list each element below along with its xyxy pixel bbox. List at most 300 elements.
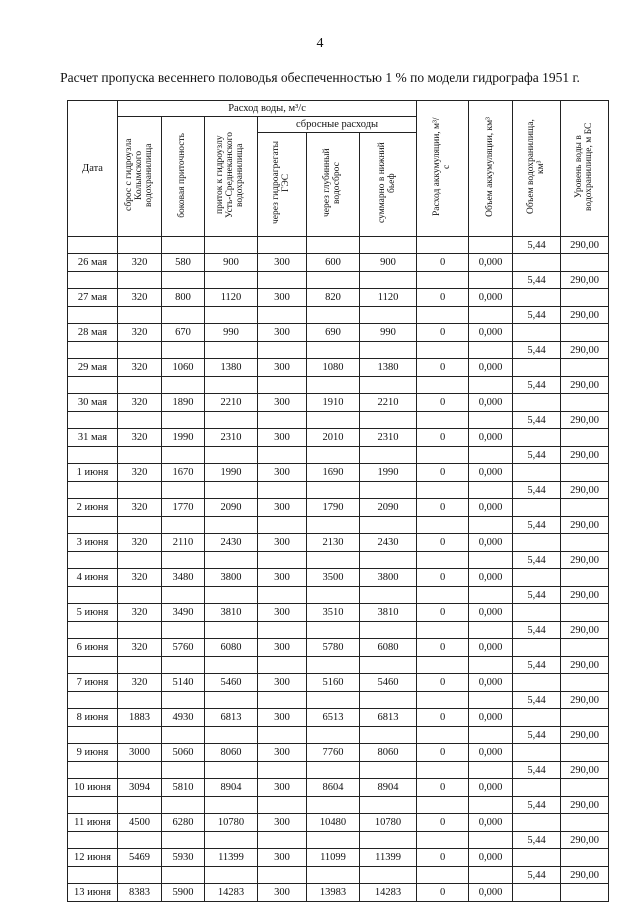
lateral-inflow-cell: 1060 xyxy=(162,359,205,377)
spillway-cell: 3500 xyxy=(307,569,360,587)
header-deep-spillway: через глубинный водосброс xyxy=(322,148,342,218)
lateral-inflow-cell: 5060 xyxy=(162,744,205,762)
reservoir-state-row xyxy=(68,377,609,394)
empty-cell xyxy=(68,832,118,849)
empty-cell xyxy=(307,377,360,394)
empty-cell xyxy=(417,867,469,884)
empty-cell xyxy=(513,464,561,482)
lateral-inflow-cell: 3490 xyxy=(162,604,205,622)
empty-cell xyxy=(561,744,609,762)
total-cell: 3800 xyxy=(360,569,417,587)
total-cell: 8060 xyxy=(360,744,417,762)
total-cell: 6080 xyxy=(360,639,417,657)
empty-cell xyxy=(417,412,469,429)
hpp-cell: 300 xyxy=(258,359,307,377)
accumulation-volume-cell: 0,000 xyxy=(469,569,513,587)
table-row xyxy=(68,289,609,307)
accumulation-flow-cell: 0 xyxy=(417,639,469,657)
empty-cell xyxy=(307,867,360,884)
empty-cell xyxy=(513,674,561,692)
empty-cell xyxy=(469,272,513,289)
empty-cell xyxy=(561,639,609,657)
empty-cell xyxy=(162,797,205,814)
empty-cell xyxy=(258,727,307,744)
empty-cell xyxy=(513,849,561,867)
empty-cell xyxy=(561,289,609,307)
empty-cell xyxy=(205,517,258,534)
empty-cell xyxy=(360,307,417,324)
kolyma-release-cell: 320 xyxy=(118,254,162,272)
accumulation-flow-cell: 0 xyxy=(417,569,469,587)
empty-cell xyxy=(205,692,258,709)
reservoir-state-row xyxy=(68,692,609,709)
empty-cell xyxy=(307,727,360,744)
accumulation-volume-cell: 0,000 xyxy=(469,324,513,342)
accumulation-volume-cell: 0,000 xyxy=(469,394,513,412)
kolyma-release-cell: 8383 xyxy=(118,884,162,902)
empty-cell xyxy=(258,517,307,534)
hpp-cell: 300 xyxy=(258,499,307,517)
water-level-cell: 290,00 xyxy=(561,692,609,709)
date-cell: 5 июня xyxy=(68,604,118,622)
accumulation-flow-cell: 0 xyxy=(417,604,469,622)
kolyma-release-cell: 320 xyxy=(118,499,162,517)
empty-cell xyxy=(205,482,258,499)
hpp-cell: 300 xyxy=(258,744,307,762)
empty-cell xyxy=(162,237,205,254)
water-level-cell: 290,00 xyxy=(561,412,609,429)
reservoir-volume-cell: 5,44 xyxy=(513,237,561,254)
reservoir-volume-cell: 5,44 xyxy=(513,342,561,359)
date-cell: 1 июня xyxy=(68,464,118,482)
empty-cell xyxy=(307,307,360,324)
empty-cell xyxy=(258,867,307,884)
empty-cell xyxy=(561,604,609,622)
kolyma-release-cell: 320 xyxy=(118,639,162,657)
table-row xyxy=(68,499,609,517)
reservoir-volume-cell: 5,44 xyxy=(513,552,561,569)
empty-cell xyxy=(360,447,417,464)
hpp-cell: 300 xyxy=(258,884,307,902)
empty-cell xyxy=(307,692,360,709)
kolyma-release-cell: 320 xyxy=(118,394,162,412)
hpp-cell: 300 xyxy=(258,324,307,342)
accumulation-flow-cell: 0 xyxy=(417,359,469,377)
empty-cell xyxy=(469,867,513,884)
empty-cell xyxy=(68,657,118,674)
spillway-cell: 11099 xyxy=(307,849,360,867)
total-cell: 1990 xyxy=(360,464,417,482)
empty-cell xyxy=(205,797,258,814)
lateral-inflow-cell: 3480 xyxy=(162,569,205,587)
empty-cell xyxy=(205,377,258,394)
reservoir-state-row xyxy=(68,517,609,534)
reservoir-state-row xyxy=(68,797,609,814)
empty-cell xyxy=(68,622,118,639)
inflow-cell: 3800 xyxy=(205,569,258,587)
empty-cell xyxy=(162,587,205,604)
table-body xyxy=(68,237,609,902)
empty-cell xyxy=(561,569,609,587)
empty-cell xyxy=(118,622,162,639)
date-cell: 3 июня xyxy=(68,534,118,552)
spillway-cell: 3510 xyxy=(307,604,360,622)
empty-cell xyxy=(205,727,258,744)
empty-cell xyxy=(68,517,118,534)
kolyma-release-cell: 3094 xyxy=(118,779,162,797)
spillway-cell: 5160 xyxy=(307,674,360,692)
table-header xyxy=(68,101,609,237)
spillway-cell: 2010 xyxy=(307,429,360,447)
table-row xyxy=(68,814,609,832)
empty-cell xyxy=(360,482,417,499)
empty-cell xyxy=(561,884,609,902)
empty-cell xyxy=(258,447,307,464)
accumulation-volume-cell: 0,000 xyxy=(469,849,513,867)
empty-cell xyxy=(360,762,417,779)
reservoir-state-row xyxy=(68,622,609,639)
hpp-cell: 300 xyxy=(258,534,307,552)
empty-cell xyxy=(561,534,609,552)
kolyma-release-cell: 1883 xyxy=(118,709,162,727)
table-row xyxy=(68,744,609,762)
accumulation-flow-cell: 0 xyxy=(417,499,469,517)
lateral-inflow-cell: 6280 xyxy=(162,814,205,832)
spillway-cell: 1690 xyxy=(307,464,360,482)
empty-cell xyxy=(307,832,360,849)
empty-cell xyxy=(513,429,561,447)
empty-cell xyxy=(118,517,162,534)
accumulation-volume-cell: 0,000 xyxy=(469,639,513,657)
inflow-cell: 8060 xyxy=(205,744,258,762)
lateral-inflow-cell: 5140 xyxy=(162,674,205,692)
empty-cell xyxy=(417,307,469,324)
empty-cell xyxy=(417,692,469,709)
spillway-cell: 8604 xyxy=(307,779,360,797)
inflow-cell: 14283 xyxy=(205,884,258,902)
spillway-cell: 1080 xyxy=(307,359,360,377)
empty-cell xyxy=(118,587,162,604)
inflow-cell: 990 xyxy=(205,324,258,342)
empty-cell xyxy=(162,377,205,394)
empty-cell xyxy=(360,797,417,814)
accumulation-volume-cell: 0,000 xyxy=(469,534,513,552)
table-row xyxy=(68,604,609,622)
kolyma-release-cell: 4500 xyxy=(118,814,162,832)
empty-cell xyxy=(118,237,162,254)
kolyma-release-cell: 320 xyxy=(118,604,162,622)
empty-cell xyxy=(360,867,417,884)
table-row xyxy=(68,394,609,412)
empty-cell xyxy=(258,342,307,359)
empty-cell xyxy=(513,499,561,517)
hpp-cell: 300 xyxy=(258,849,307,867)
accumulation-flow-cell: 0 xyxy=(417,744,469,762)
empty-cell xyxy=(307,762,360,779)
header-flow-group: Расход воды, м³/с xyxy=(118,101,417,117)
empty-cell xyxy=(307,342,360,359)
empty-cell xyxy=(561,324,609,342)
accumulation-volume-cell: 0,000 xyxy=(469,604,513,622)
empty-cell xyxy=(307,237,360,254)
accumulation-volume-cell: 0,000 xyxy=(469,429,513,447)
empty-cell xyxy=(162,482,205,499)
reservoir-volume-cell: 5,44 xyxy=(513,762,561,779)
inflow-cell: 6080 xyxy=(205,639,258,657)
water-level-cell: 290,00 xyxy=(561,832,609,849)
accumulation-volume-cell: 0,000 xyxy=(469,464,513,482)
empty-cell xyxy=(513,324,561,342)
accumulation-volume-cell: 0,000 xyxy=(469,499,513,517)
empty-cell xyxy=(205,622,258,639)
empty-cell xyxy=(417,622,469,639)
empty-cell xyxy=(258,622,307,639)
empty-cell xyxy=(68,692,118,709)
lateral-inflow-cell: 1670 xyxy=(162,464,205,482)
empty-cell xyxy=(469,517,513,534)
hpp-cell: 300 xyxy=(258,709,307,727)
empty-cell xyxy=(360,412,417,429)
empty-cell xyxy=(258,377,307,394)
empty-cell xyxy=(513,814,561,832)
empty-cell xyxy=(307,482,360,499)
date-cell: 4 июня xyxy=(68,569,118,587)
empty-cell xyxy=(469,307,513,324)
empty-cell xyxy=(469,377,513,394)
kolyma-release-cell: 320 xyxy=(118,674,162,692)
empty-cell xyxy=(307,622,360,639)
date-cell: 31 мая xyxy=(68,429,118,447)
empty-cell xyxy=(118,552,162,569)
reservoir-state-row xyxy=(68,272,609,289)
empty-cell xyxy=(205,657,258,674)
empty-cell xyxy=(118,342,162,359)
header-accumulation-volume: Объем аккумуляции, км³ xyxy=(484,117,495,217)
empty-cell xyxy=(513,709,561,727)
empty-cell xyxy=(162,762,205,779)
header-reservoir-volume: Объем водохранилища, км³ xyxy=(525,119,546,215)
reservoir-state-row xyxy=(68,832,609,849)
lateral-inflow-cell: 5760 xyxy=(162,639,205,657)
empty-cell xyxy=(469,622,513,639)
accumulation-flow-cell: 0 xyxy=(417,674,469,692)
total-cell: 14283 xyxy=(360,884,417,902)
reservoir-volume-cell: 5,44 xyxy=(513,692,561,709)
spillway-cell: 2130 xyxy=(307,534,360,552)
date-cell: 6 июня xyxy=(68,639,118,657)
empty-cell xyxy=(118,797,162,814)
empty-cell xyxy=(469,447,513,464)
empty-cell xyxy=(561,359,609,377)
header-discharge-group: сбросные расходы xyxy=(258,117,417,133)
empty-cell xyxy=(469,587,513,604)
reservoir-volume-cell: 5,44 xyxy=(513,272,561,289)
empty-cell xyxy=(561,464,609,482)
empty-cell xyxy=(118,832,162,849)
empty-cell xyxy=(258,482,307,499)
empty-cell xyxy=(258,552,307,569)
empty-cell xyxy=(162,272,205,289)
reservoir-volume-cell: 5,44 xyxy=(513,867,561,884)
water-level-cell: 290,00 xyxy=(561,237,609,254)
inflow-cell: 1380 xyxy=(205,359,258,377)
kolyma-release-cell: 320 xyxy=(118,429,162,447)
total-cell: 1380 xyxy=(360,359,417,377)
accumulation-flow-cell: 0 xyxy=(417,429,469,447)
accumulation-volume-cell: 0,000 xyxy=(469,359,513,377)
empty-cell xyxy=(68,482,118,499)
empty-cell xyxy=(417,237,469,254)
hpp-cell: 300 xyxy=(258,464,307,482)
empty-cell xyxy=(561,394,609,412)
reservoir-volume-cell: 5,44 xyxy=(513,727,561,744)
empty-cell xyxy=(360,692,417,709)
water-level-cell: 290,00 xyxy=(561,377,609,394)
reservoir-volume-cell: 5,44 xyxy=(513,517,561,534)
spillway-cell: 7760 xyxy=(307,744,360,762)
reservoir-state-row xyxy=(68,762,609,779)
spillway-cell: 5780 xyxy=(307,639,360,657)
empty-cell xyxy=(417,517,469,534)
empty-cell xyxy=(68,307,118,324)
empty-cell xyxy=(307,517,360,534)
hpp-cell: 300 xyxy=(258,674,307,692)
date-cell: 28 мая xyxy=(68,324,118,342)
empty-cell xyxy=(118,657,162,674)
hpp-cell: 300 xyxy=(258,254,307,272)
total-cell: 3810 xyxy=(360,604,417,622)
water-level-cell: 290,00 xyxy=(561,797,609,814)
lateral-inflow-cell: 4930 xyxy=(162,709,205,727)
date-cell: 30 мая xyxy=(68,394,118,412)
empty-cell xyxy=(162,832,205,849)
empty-cell xyxy=(118,272,162,289)
reservoir-state-row xyxy=(68,587,609,604)
inflow-cell: 2090 xyxy=(205,499,258,517)
total-cell: 6813 xyxy=(360,709,417,727)
total-cell: 990 xyxy=(360,324,417,342)
page-number: 4 xyxy=(316,36,324,51)
header-lateral-inflow: боковая приточность xyxy=(177,132,188,218)
empty-cell xyxy=(513,359,561,377)
accumulation-flow-cell: 0 xyxy=(417,814,469,832)
reservoir-volume-cell: 5,44 xyxy=(513,622,561,639)
total-cell: 11399 xyxy=(360,849,417,867)
inflow-cell: 11399 xyxy=(205,849,258,867)
reservoir-volume-cell: 5,44 xyxy=(513,377,561,394)
date-cell: 9 июня xyxy=(68,744,118,762)
empty-cell xyxy=(417,377,469,394)
empty-cell xyxy=(561,849,609,867)
inflow-cell: 8904 xyxy=(205,779,258,797)
hpp-cell: 300 xyxy=(258,604,307,622)
empty-cell xyxy=(205,832,258,849)
spillway-cell: 690 xyxy=(307,324,360,342)
date-cell: 27 мая xyxy=(68,289,118,307)
header-total-downstream: суммарно в нижний бьеф xyxy=(377,142,398,224)
spillway-cell: 820 xyxy=(307,289,360,307)
empty-cell xyxy=(307,587,360,604)
empty-cell xyxy=(469,727,513,744)
empty-cell xyxy=(417,657,469,674)
empty-cell xyxy=(205,587,258,604)
date-cell: 12 июня xyxy=(68,849,118,867)
inflow-cell: 1120 xyxy=(205,289,258,307)
spillway-cell: 1790 xyxy=(307,499,360,517)
date-cell: 13 июня xyxy=(68,884,118,902)
accumulation-volume-cell: 0,000 xyxy=(469,744,513,762)
inflow-cell: 5460 xyxy=(205,674,258,692)
lateral-inflow-cell: 670 xyxy=(162,324,205,342)
date-cell: 2 июня xyxy=(68,499,118,517)
hpp-cell: 300 xyxy=(258,569,307,587)
empty-cell xyxy=(561,429,609,447)
header-date: Дата xyxy=(68,101,118,237)
spillway-cell: 6513 xyxy=(307,709,360,727)
kolyma-release-cell: 320 xyxy=(118,324,162,342)
kolyma-release-cell: 320 xyxy=(118,569,162,587)
empty-cell xyxy=(162,517,205,534)
empty-cell xyxy=(561,674,609,692)
empty-cell xyxy=(513,884,561,902)
reservoir-state-row xyxy=(68,447,609,464)
empty-cell xyxy=(417,797,469,814)
kolyma-release-cell: 3000 xyxy=(118,744,162,762)
empty-cell xyxy=(205,272,258,289)
empty-cell xyxy=(258,307,307,324)
empty-cell xyxy=(68,727,118,744)
empty-cell xyxy=(162,657,205,674)
empty-cell xyxy=(258,832,307,849)
header-water-level: Уровень воды в водохранилище, м БС xyxy=(573,122,594,212)
water-level-cell: 290,00 xyxy=(561,272,609,289)
table-row xyxy=(68,464,609,482)
lateral-inflow-cell: 5810 xyxy=(162,779,205,797)
reservoir-state-row xyxy=(68,482,609,499)
reservoir-volume-cell: 5,44 xyxy=(513,832,561,849)
empty-cell xyxy=(68,587,118,604)
empty-cell xyxy=(205,447,258,464)
empty-cell xyxy=(162,342,205,359)
inflow-cell: 2310 xyxy=(205,429,258,447)
spillway-cell: 600 xyxy=(307,254,360,272)
empty-cell xyxy=(360,342,417,359)
accumulation-flow-cell: 0 xyxy=(417,394,469,412)
total-cell: 10780 xyxy=(360,814,417,832)
reservoir-state-row xyxy=(68,307,609,324)
water-level-cell: 290,00 xyxy=(561,307,609,324)
empty-cell xyxy=(513,639,561,657)
empty-cell xyxy=(205,867,258,884)
water-level-cell: 290,00 xyxy=(561,727,609,744)
empty-cell xyxy=(417,762,469,779)
kolyma-release-cell: 320 xyxy=(118,289,162,307)
empty-cell xyxy=(561,499,609,517)
table-row xyxy=(68,254,609,272)
empty-cell xyxy=(307,797,360,814)
empty-cell xyxy=(162,867,205,884)
empty-cell xyxy=(513,604,561,622)
empty-cell xyxy=(469,552,513,569)
hpp-cell: 300 xyxy=(258,289,307,307)
lateral-inflow-cell: 1990 xyxy=(162,429,205,447)
total-cell: 5460 xyxy=(360,674,417,692)
empty-cell xyxy=(258,587,307,604)
table-row xyxy=(68,674,609,692)
empty-cell xyxy=(258,272,307,289)
empty-cell xyxy=(205,237,258,254)
empty-cell xyxy=(118,377,162,394)
